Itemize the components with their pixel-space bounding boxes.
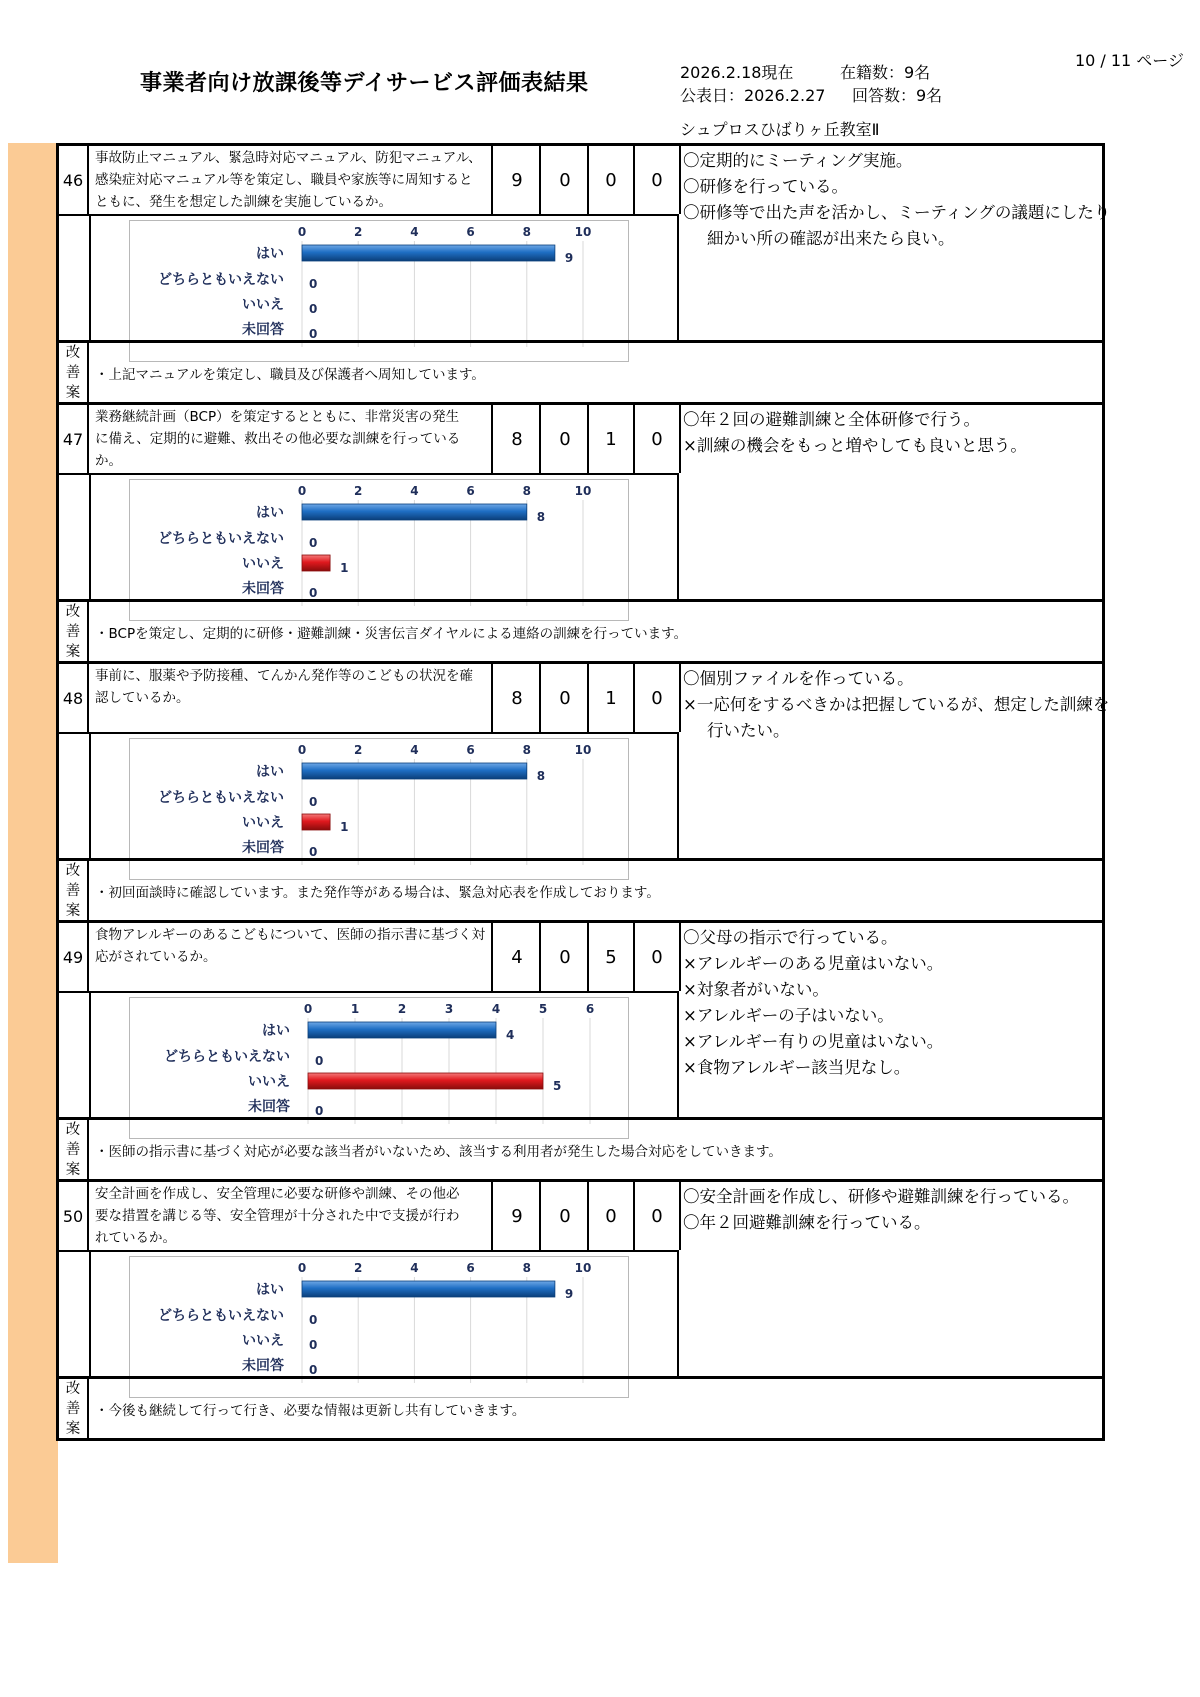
improvement-label-char: 善 bbox=[65, 1142, 81, 1158]
question-line: 要な措置を講じる等、安全管理が十分された中で支援が行わ bbox=[95, 1208, 460, 1224]
value-label: 0 bbox=[309, 1338, 318, 1352]
answer-count-0: 8 bbox=[495, 405, 541, 473]
value-label: 0 bbox=[309, 302, 318, 316]
category-label: 未回答 bbox=[248, 1099, 290, 1115]
comment-line: ×アレルギーの子はいない。 bbox=[683, 1006, 894, 1025]
category-label: いいえ bbox=[242, 1333, 284, 1349]
improvement-label-char: 改 bbox=[65, 1122, 81, 1138]
x-tick-label: 0 bbox=[297, 1261, 307, 1275]
comment-line: 〇安全計画を作成し、研修や避難訓練を行っている。 bbox=[683, 1187, 1079, 1206]
improvement-label-char: 改 bbox=[65, 604, 81, 620]
answer-count-2: 1 bbox=[589, 664, 635, 732]
x-tick-label: 2 bbox=[354, 1261, 363, 1275]
improvement-row bbox=[59, 340, 1102, 402]
question-section-47 bbox=[56, 402, 1105, 661]
answer-count-0: 9 bbox=[495, 146, 541, 214]
improvement-row bbox=[59, 858, 1102, 920]
question-section-48 bbox=[56, 661, 1110, 920]
page-number: 10 / 11 ページ bbox=[1074, 51, 1184, 70]
question-line: 安全計画を作成し、安全管理に必要な研修や訓練、その他必 bbox=[95, 1186, 460, 1202]
comment-line: ×訓練の機会をもっと増やしても良いと思う。 bbox=[683, 436, 1027, 455]
x-tick-label: 4 bbox=[410, 1261, 419, 1275]
x-tick-label: 10 bbox=[574, 484, 592, 498]
improvement-label-char: 案 bbox=[65, 644, 81, 660]
chart-left-cell bbox=[59, 1252, 91, 1379]
category-label: どちらともいえない bbox=[158, 531, 284, 547]
improvement-label-char: 改 bbox=[65, 1381, 81, 1397]
bar-yes bbox=[302, 763, 527, 779]
improvement-text: ・BCPを策定し、定期的に研修・避難訓練・災害伝言ダイヤルによる連絡の訓練を行っています。 bbox=[95, 625, 688, 642]
category-label: どちらともいえない bbox=[164, 1049, 290, 1065]
x-tick-label: 6 bbox=[466, 484, 475, 498]
bar-no bbox=[302, 555, 330, 571]
answer-count-3: 0 bbox=[635, 405, 681, 473]
comment-line: 〇定期的にミーティング実施。 bbox=[683, 151, 913, 170]
question-row bbox=[59, 1182, 679, 1252]
question-text bbox=[91, 923, 493, 991]
improvement-label-char: 案 bbox=[65, 903, 81, 919]
category-label: いいえ bbox=[248, 1074, 290, 1090]
improvement-label-char: 改 bbox=[65, 345, 81, 361]
question-line: 事故防止マニュアル、緊急時対応マニュアル、防犯マニュアル、 bbox=[95, 150, 482, 166]
x-tick-label: 5 bbox=[538, 1002, 548, 1016]
question-line: 応がされているか。 bbox=[95, 949, 217, 965]
category-label: 未回答 bbox=[242, 322, 284, 338]
category-label: はい bbox=[256, 764, 284, 780]
bar-no bbox=[302, 814, 330, 830]
value-label: 0 bbox=[309, 845, 318, 859]
question-line: れているか。 bbox=[95, 1230, 176, 1246]
x-tick-label: 0 bbox=[297, 225, 307, 239]
improvement-label-char: 善 bbox=[65, 1401, 81, 1417]
question-line: 食物アレルギーのあるこどもについて、医師の指示書に基づく対 bbox=[95, 927, 486, 943]
chart-cell bbox=[59, 993, 679, 1120]
value-label: 1 bbox=[340, 820, 349, 834]
category-label: いいえ bbox=[242, 815, 284, 831]
chart-cell bbox=[59, 216, 679, 343]
improvement-label-char: 善 bbox=[65, 624, 81, 640]
answer-count-1: 0 bbox=[543, 405, 589, 473]
answer-count-2: 0 bbox=[589, 1182, 635, 1250]
chart-cell bbox=[59, 1252, 679, 1379]
question-text bbox=[91, 146, 493, 214]
chart-left-cell bbox=[59, 216, 91, 343]
comment-line: 〇年２回避難訓練を行っている。 bbox=[683, 1213, 931, 1232]
improvement-label-char: 案 bbox=[65, 1162, 81, 1178]
category-label: いいえ bbox=[242, 556, 284, 572]
value-label: 0 bbox=[309, 327, 318, 341]
category-label: 未回答 bbox=[242, 581, 284, 597]
value-label: 4 bbox=[506, 1028, 515, 1042]
x-tick-label: 2 bbox=[354, 484, 363, 498]
question-text bbox=[91, 1182, 493, 1250]
answer-count-0: 4 bbox=[495, 923, 541, 991]
comment-line: ×食物アレルギー該当児なし。 bbox=[683, 1058, 911, 1077]
x-tick-label: 10 bbox=[574, 1261, 592, 1275]
bar-yes bbox=[302, 1281, 555, 1297]
answer-count-2: 1 bbox=[589, 405, 635, 473]
value-label: 1 bbox=[340, 561, 349, 575]
improvement-row bbox=[59, 1376, 1102, 1438]
answer-count-0: 9 bbox=[495, 1182, 541, 1250]
x-tick-label: 4 bbox=[491, 1002, 501, 1016]
improvement-label bbox=[59, 1120, 89, 1179]
value-label: 8 bbox=[536, 510, 546, 524]
x-tick-label: 10 bbox=[574, 225, 592, 239]
question-line: 認しているか。 bbox=[95, 690, 190, 706]
x-tick-label: 6 bbox=[466, 1261, 475, 1275]
bar-yes bbox=[308, 1022, 496, 1038]
comments-cell bbox=[679, 1182, 1102, 1379]
question-row bbox=[59, 923, 679, 993]
question-line: 感染症対応マニュアル等を策定し、職員や家族等に周知すると bbox=[95, 172, 473, 188]
x-tick-label: 2 bbox=[397, 1002, 407, 1016]
comment-line: 細かい所の確認が出来たら良い。 bbox=[707, 229, 955, 248]
improvement-label-char: 案 bbox=[65, 1421, 81, 1437]
answered-count: 回答数：9名 bbox=[852, 86, 943, 105]
improvement-text: ・初回面談時に確認しています。また発作等がある場合は、緊急対応表を作成しております。 bbox=[95, 884, 660, 901]
improvement-label bbox=[59, 343, 89, 402]
value-label: 5 bbox=[553, 1079, 562, 1093]
comment-line: ×一応何をするべきかは把握しているが、想定した訓練を bbox=[683, 695, 1110, 714]
question-text bbox=[91, 664, 493, 732]
comments-cell bbox=[679, 146, 1111, 343]
comment-line: 〇研修を行っている。 bbox=[683, 177, 848, 196]
improvement-label bbox=[59, 602, 89, 661]
value-label: 0 bbox=[309, 795, 318, 809]
question-section-49 bbox=[56, 920, 1105, 1179]
category-label: はい bbox=[262, 1023, 290, 1039]
improvement-label-char: 善 bbox=[65, 365, 81, 381]
chart-cell bbox=[59, 734, 679, 861]
comment-line: 〇年２回の避難訓練と全体研修で行う。 bbox=[683, 410, 980, 429]
improvement-label bbox=[59, 1379, 89, 1438]
x-tick-label: 10 bbox=[574, 743, 592, 757]
value-label: 9 bbox=[564, 251, 574, 265]
x-tick-label: 8 bbox=[522, 225, 531, 239]
x-tick-label: 4 bbox=[410, 743, 419, 757]
category-label: いいえ bbox=[242, 297, 284, 313]
comment-line: ×アレルギーのある児童はいない。 bbox=[683, 954, 944, 973]
improvement-row bbox=[59, 1117, 1102, 1179]
category-label: はい bbox=[256, 505, 284, 521]
category-label: どちらともいえない bbox=[158, 272, 284, 288]
value-label: 0 bbox=[309, 277, 318, 291]
improvement-label-char: 善 bbox=[65, 883, 81, 899]
improvement-label-char: 案 bbox=[65, 385, 81, 401]
category-label: 未回答 bbox=[242, 840, 284, 856]
comment-line: 〇研修等で出た声を活かし、ミーティングの議題にしたり bbox=[683, 203, 1111, 222]
question-section-50 bbox=[56, 1179, 1105, 1441]
chart-left-cell bbox=[59, 993, 91, 1120]
x-tick-label: 8 bbox=[522, 484, 531, 498]
bar-no bbox=[308, 1073, 543, 1089]
question-text bbox=[91, 405, 493, 473]
as-of-date: 2026.2.18現在 bbox=[680, 63, 794, 82]
question-line: ともに、発生を想定した訓練を実施しているか。 bbox=[95, 194, 392, 210]
improvement-label-char: 改 bbox=[65, 863, 81, 879]
comments-cell bbox=[679, 923, 1102, 1120]
improvement-text: ・今後も継続して行って行き、必要な情報は更新し共有していきます。 bbox=[95, 1402, 526, 1419]
x-tick-label: 0 bbox=[303, 1002, 313, 1016]
x-tick-label: 2 bbox=[354, 743, 363, 757]
comment-line: 行いたい。 bbox=[707, 721, 790, 740]
improvement-row bbox=[59, 599, 1102, 661]
value-label: 0 bbox=[309, 1313, 318, 1327]
question-number: 49 bbox=[59, 923, 89, 991]
answer-count-0: 8 bbox=[495, 664, 541, 732]
question-row bbox=[59, 664, 679, 734]
comment-line: ×対象者がいない。 bbox=[683, 980, 829, 999]
chart-cell bbox=[59, 475, 679, 602]
question-number: 48 bbox=[59, 664, 89, 732]
value-label: 0 bbox=[315, 1054, 324, 1068]
x-tick-label: 6 bbox=[466, 225, 475, 239]
category-label: どちらともいえない bbox=[158, 790, 284, 806]
page-title: 事業者向け放課後等デイサービス評価表結果 bbox=[140, 71, 589, 96]
category-label: 未回答 bbox=[242, 1358, 284, 1374]
comments-cell bbox=[679, 664, 1110, 861]
bar-yes bbox=[302, 245, 555, 261]
comments-cell bbox=[679, 405, 1102, 602]
chart-left-cell bbox=[59, 734, 91, 861]
answer-count-1: 0 bbox=[543, 1182, 589, 1250]
comment-line: 〇個別ファイルを作っている。 bbox=[683, 669, 914, 688]
x-tick-label: 2 bbox=[354, 225, 363, 239]
improvement-label bbox=[59, 861, 89, 920]
value-label: 0 bbox=[309, 1363, 318, 1377]
answer-count-1: 0 bbox=[543, 664, 589, 732]
answer-count-1: 0 bbox=[543, 146, 589, 214]
category-label: はい bbox=[256, 246, 284, 262]
value-label: 0 bbox=[309, 586, 318, 600]
answer-count-2: 5 bbox=[589, 923, 635, 991]
comment-line: 〇父母の指示で行っている。 bbox=[683, 928, 898, 947]
bar-yes bbox=[302, 504, 527, 520]
question-row bbox=[59, 405, 679, 475]
answer-count-3: 0 bbox=[635, 664, 681, 732]
x-tick-label: 8 bbox=[522, 743, 531, 757]
question-row bbox=[59, 146, 679, 216]
improvement-text: ・医師の指示書に基づく対応が必要な該当者がいないため、該当する利用者が発生した場合対応をしていきます。 bbox=[95, 1143, 782, 1160]
facility-name: シュプロスひばりヶ丘教室Ⅱ bbox=[680, 120, 880, 139]
published-date: 公表日：2026.2.27 bbox=[680, 86, 826, 105]
category-label: はい bbox=[256, 1282, 284, 1298]
improvement-text: ・上記マニュアルを策定し、職員及び保護者へ周知しています。 bbox=[95, 366, 485, 383]
answer-count-2: 0 bbox=[589, 146, 635, 214]
category-label: どちらともいえない bbox=[158, 1308, 284, 1324]
x-tick-label: 0 bbox=[297, 484, 307, 498]
value-label: 0 bbox=[315, 1104, 324, 1118]
question-line: 業務継続計画（BCP）を策定するとともに、非常災害の発生 bbox=[95, 409, 460, 425]
x-tick-label: 0 bbox=[297, 743, 307, 757]
enrolled-count: 在籍数：9名 bbox=[840, 63, 931, 82]
value-label: 8 bbox=[536, 769, 546, 783]
question-number: 46 bbox=[59, 146, 89, 214]
answer-count-3: 0 bbox=[635, 923, 681, 991]
comment-line: ×アレルギー有りの児童はいない。 bbox=[683, 1032, 944, 1051]
x-tick-label: 6 bbox=[585, 1002, 595, 1016]
question-line: か。 bbox=[95, 453, 122, 469]
x-tick-label: 8 bbox=[522, 1261, 531, 1275]
question-line: 事前に、服薬や予防接種、てんかん発作等のこどもの状況を確 bbox=[95, 668, 473, 684]
question-section-46 bbox=[56, 143, 1111, 402]
question-line: に備え、定期的に避難、救出その他必要な訓練を行っている bbox=[95, 431, 461, 447]
answer-count-1: 0 bbox=[543, 923, 589, 991]
x-tick-label: 3 bbox=[444, 1002, 454, 1016]
chart-left-cell bbox=[59, 475, 91, 602]
value-label: 9 bbox=[564, 1287, 574, 1301]
x-tick-label: 1 bbox=[350, 1002, 360, 1016]
question-number: 50 bbox=[59, 1182, 89, 1250]
side-band bbox=[8, 143, 58, 1563]
x-tick-label: 6 bbox=[466, 743, 475, 757]
answer-count-3: 0 bbox=[635, 1182, 681, 1250]
question-number: 47 bbox=[59, 405, 89, 473]
x-tick-label: 4 bbox=[410, 225, 419, 239]
value-label: 0 bbox=[309, 536, 318, 550]
x-tick-label: 4 bbox=[410, 484, 419, 498]
answer-count-3: 0 bbox=[635, 146, 681, 214]
